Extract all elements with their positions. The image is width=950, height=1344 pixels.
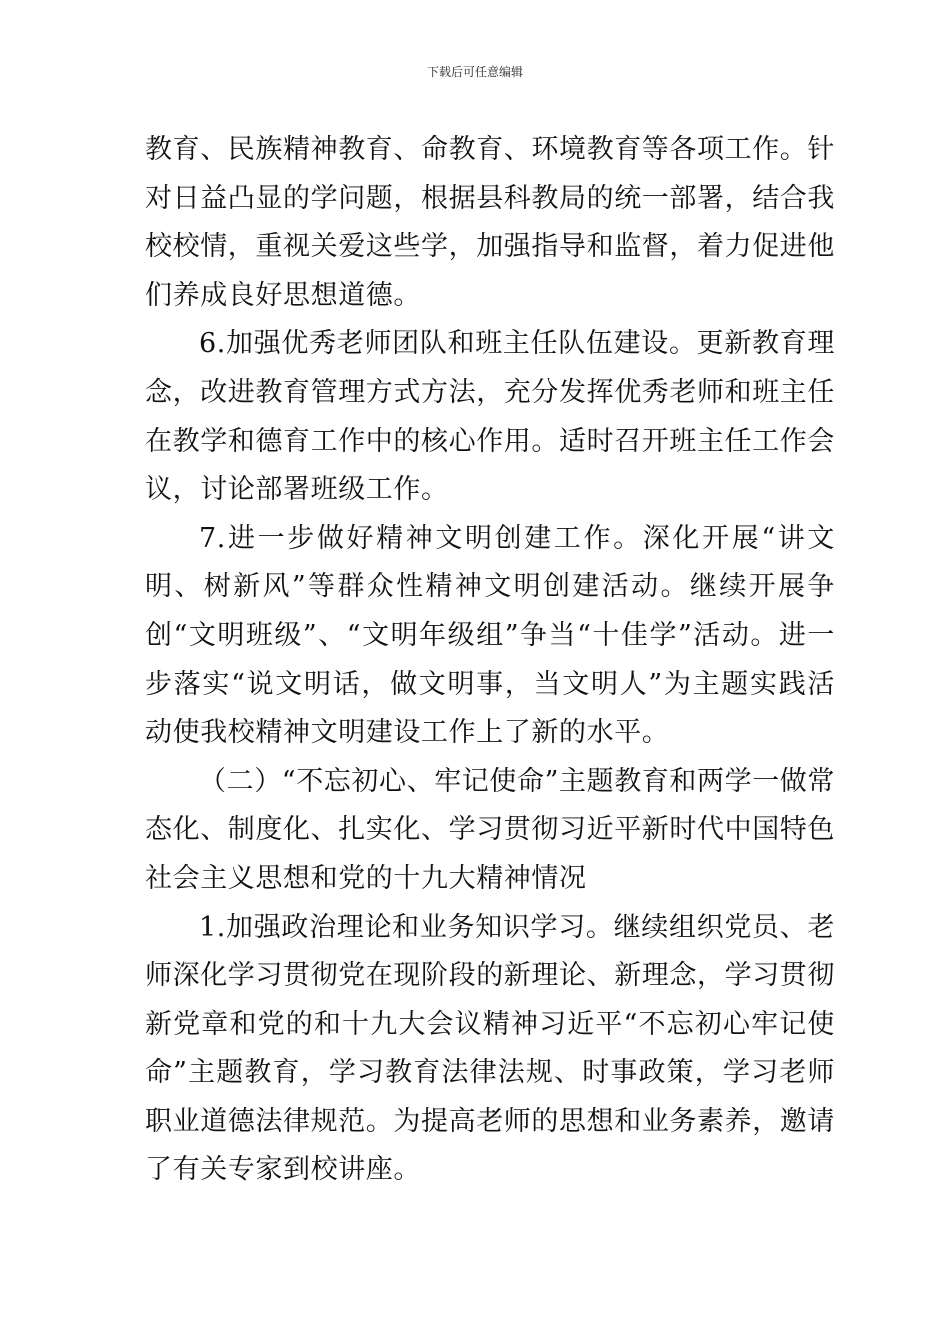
document-body <box>145 126 835 1195</box>
paragraph-continued-education: 教育、民族精神教育、命教育、环境教育等各项工作。针对日益凸显的学问题，根据县科教局的统一部署，结合我校校情，重视关爱这些学，加强指导和监督，着力促进他们养成良好思想道德。 <box>145 134 835 311</box>
paragraph-item-7: 7.进一步做好精神文明创建工作。深化开展“讲文明、树新风”等群众性精神文明创建活动。继续开展争创“文明班级”、“文明年级组”争当“十佳学”活动。进一步落实“说文明话，做文明事，当文明人”为主题实践活动使我校精神文明建设工作上了新的水平。 <box>145 522 835 749</box>
paragraph-item-6: 6.加强优秀老师团队和班主任队伍建设。更新教育理念，改进教育管理方式方法，充分发挥优秀老师和班主任在教学和德育工作中的核心作用。适时召开班主任工作会议，讨论部署班级工作。 <box>145 328 835 506</box>
section-heading-2: （二）“不忘初心、牢记使命”主题教育和两学一做常态化、制度化、扎实化、学习贯彻习近平新时代中国特色社会主义思想和党的十九大精神情况 <box>145 765 836 894</box>
page-header-note: 下载后可任意编辑 <box>426 65 523 79</box>
paragraph-item-1: 1.加强政治理论和业务知识学习。继续组织党员、老师深化学习贯彻党在现阶段的新理论、新理念，学习贯彻新党章和党的和十九大会议精神习近平“不忘初心牢记使命”主题教育，学习教育法律法规、时事政策，学习老师职业道德法律规范。为提高老师的思想和业务素养，邀请了有关专家到校讲座。 <box>145 911 835 1186</box>
